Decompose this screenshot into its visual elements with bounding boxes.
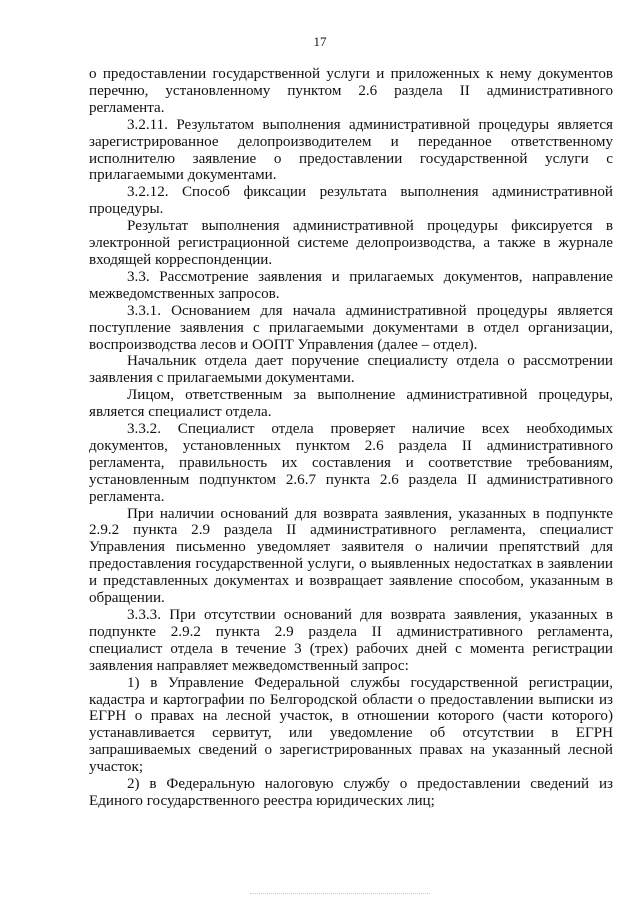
paragraph-continuation: о предоставлении государственной услуги и приложенных к нему документов перечню, установленному пунктом 2.6 раздела II административного регламента. [89, 66, 613, 116]
paragraph-result-recording: Результат выполнения административной процедуры фиксируется в электронной регистрационной системе делопроизводства, а также в журнале входящей корреспонденции. [89, 218, 613, 268]
paragraph-3-3-2: 3.3.2. Специалист отдела проверяет наличие всех необходимых документов, установленных пунктом 2.6 раздела II административного регламента, правильность их составления и соответствие требованиям, установленным подпунктом 2.6.7 пункта 2.6 раздела II административного регламента. [89, 421, 613, 505]
paragraph-assignment: Начальник отдела дает поручение специалисту отдела о рассмотрении заявления с прилагаемыми документами. [89, 353, 613, 387]
paragraph-responsible-person: Лицом, ответственным за выполнение административной процедуры, является специалист отдела. [89, 387, 613, 421]
paragraph-3-3-1: 3.3.1. Основанием для начала административной процедуры является поступление заявления с прилагаемыми документами в отдел организации, воспроизводства лесов и ООПТ Управления (далее – отдел). [89, 302, 613, 353]
paragraph-3-2-11: 3.2.11. Результатом выполнения административной процедуры является зарегистрированное делопроизводителем и переданное ответственному исполнителю заявление о предоставлении государственной услуги с прилагаемыми документами. [89, 116, 613, 184]
list-item-1-egrn-request: 1) в Управление Федеральной службы государственной регистрации, кадастра и картографии по Белгородской области о предоставлении выписки из ЕГРН о правах на лесной участок, в отношении которого (части которого) устанавливается сервитут, или уведомление об отсутствии в ЕГРН запрашиваемых сведений о зарегистрированных правах на указанный лесной участок; [89, 674, 613, 776]
paragraph-return-grounds: При наличии оснований для возврата заявления, указанных в подпункте 2.9.2 пункта 2.9 раздела II административного регламента, специалист Управления письменно уведомляет заявителя о наличии препятствий для предоставления государственной услуги, о выявленных недостатках в заявлении и представленных документах и возвращает заявление способом, указанным в обращении. [89, 505, 613, 607]
paragraph-3-3-3: 3.3.3. При отсутствии оснований для возврата заявления, указанных в подпункте 2.9.2 пункта 2.9 раздела II административного регламента, специалист отдела в течение 3 (трех) рабочих дней с момента регистрации заявления направляет межведомственный запрос: [89, 607, 613, 674]
scan-artifact [250, 893, 430, 900]
paragraph-3-3: 3.3. Рассмотрение заявления и прилагаемых документов, направление межведомственных запросов. [89, 268, 613, 302]
list-item-2-tax-request: 2) в Федеральную налоговую службу о предоставлении сведений из Единого государственного реестра юридических лиц; [89, 776, 613, 809]
page-number: 17 [313, 34, 327, 49]
document-body [89, 66, 613, 810]
paragraph-3-2-12: 3.2.12. Способ фиксации результата выполнения административной процедуры. [89, 184, 613, 218]
